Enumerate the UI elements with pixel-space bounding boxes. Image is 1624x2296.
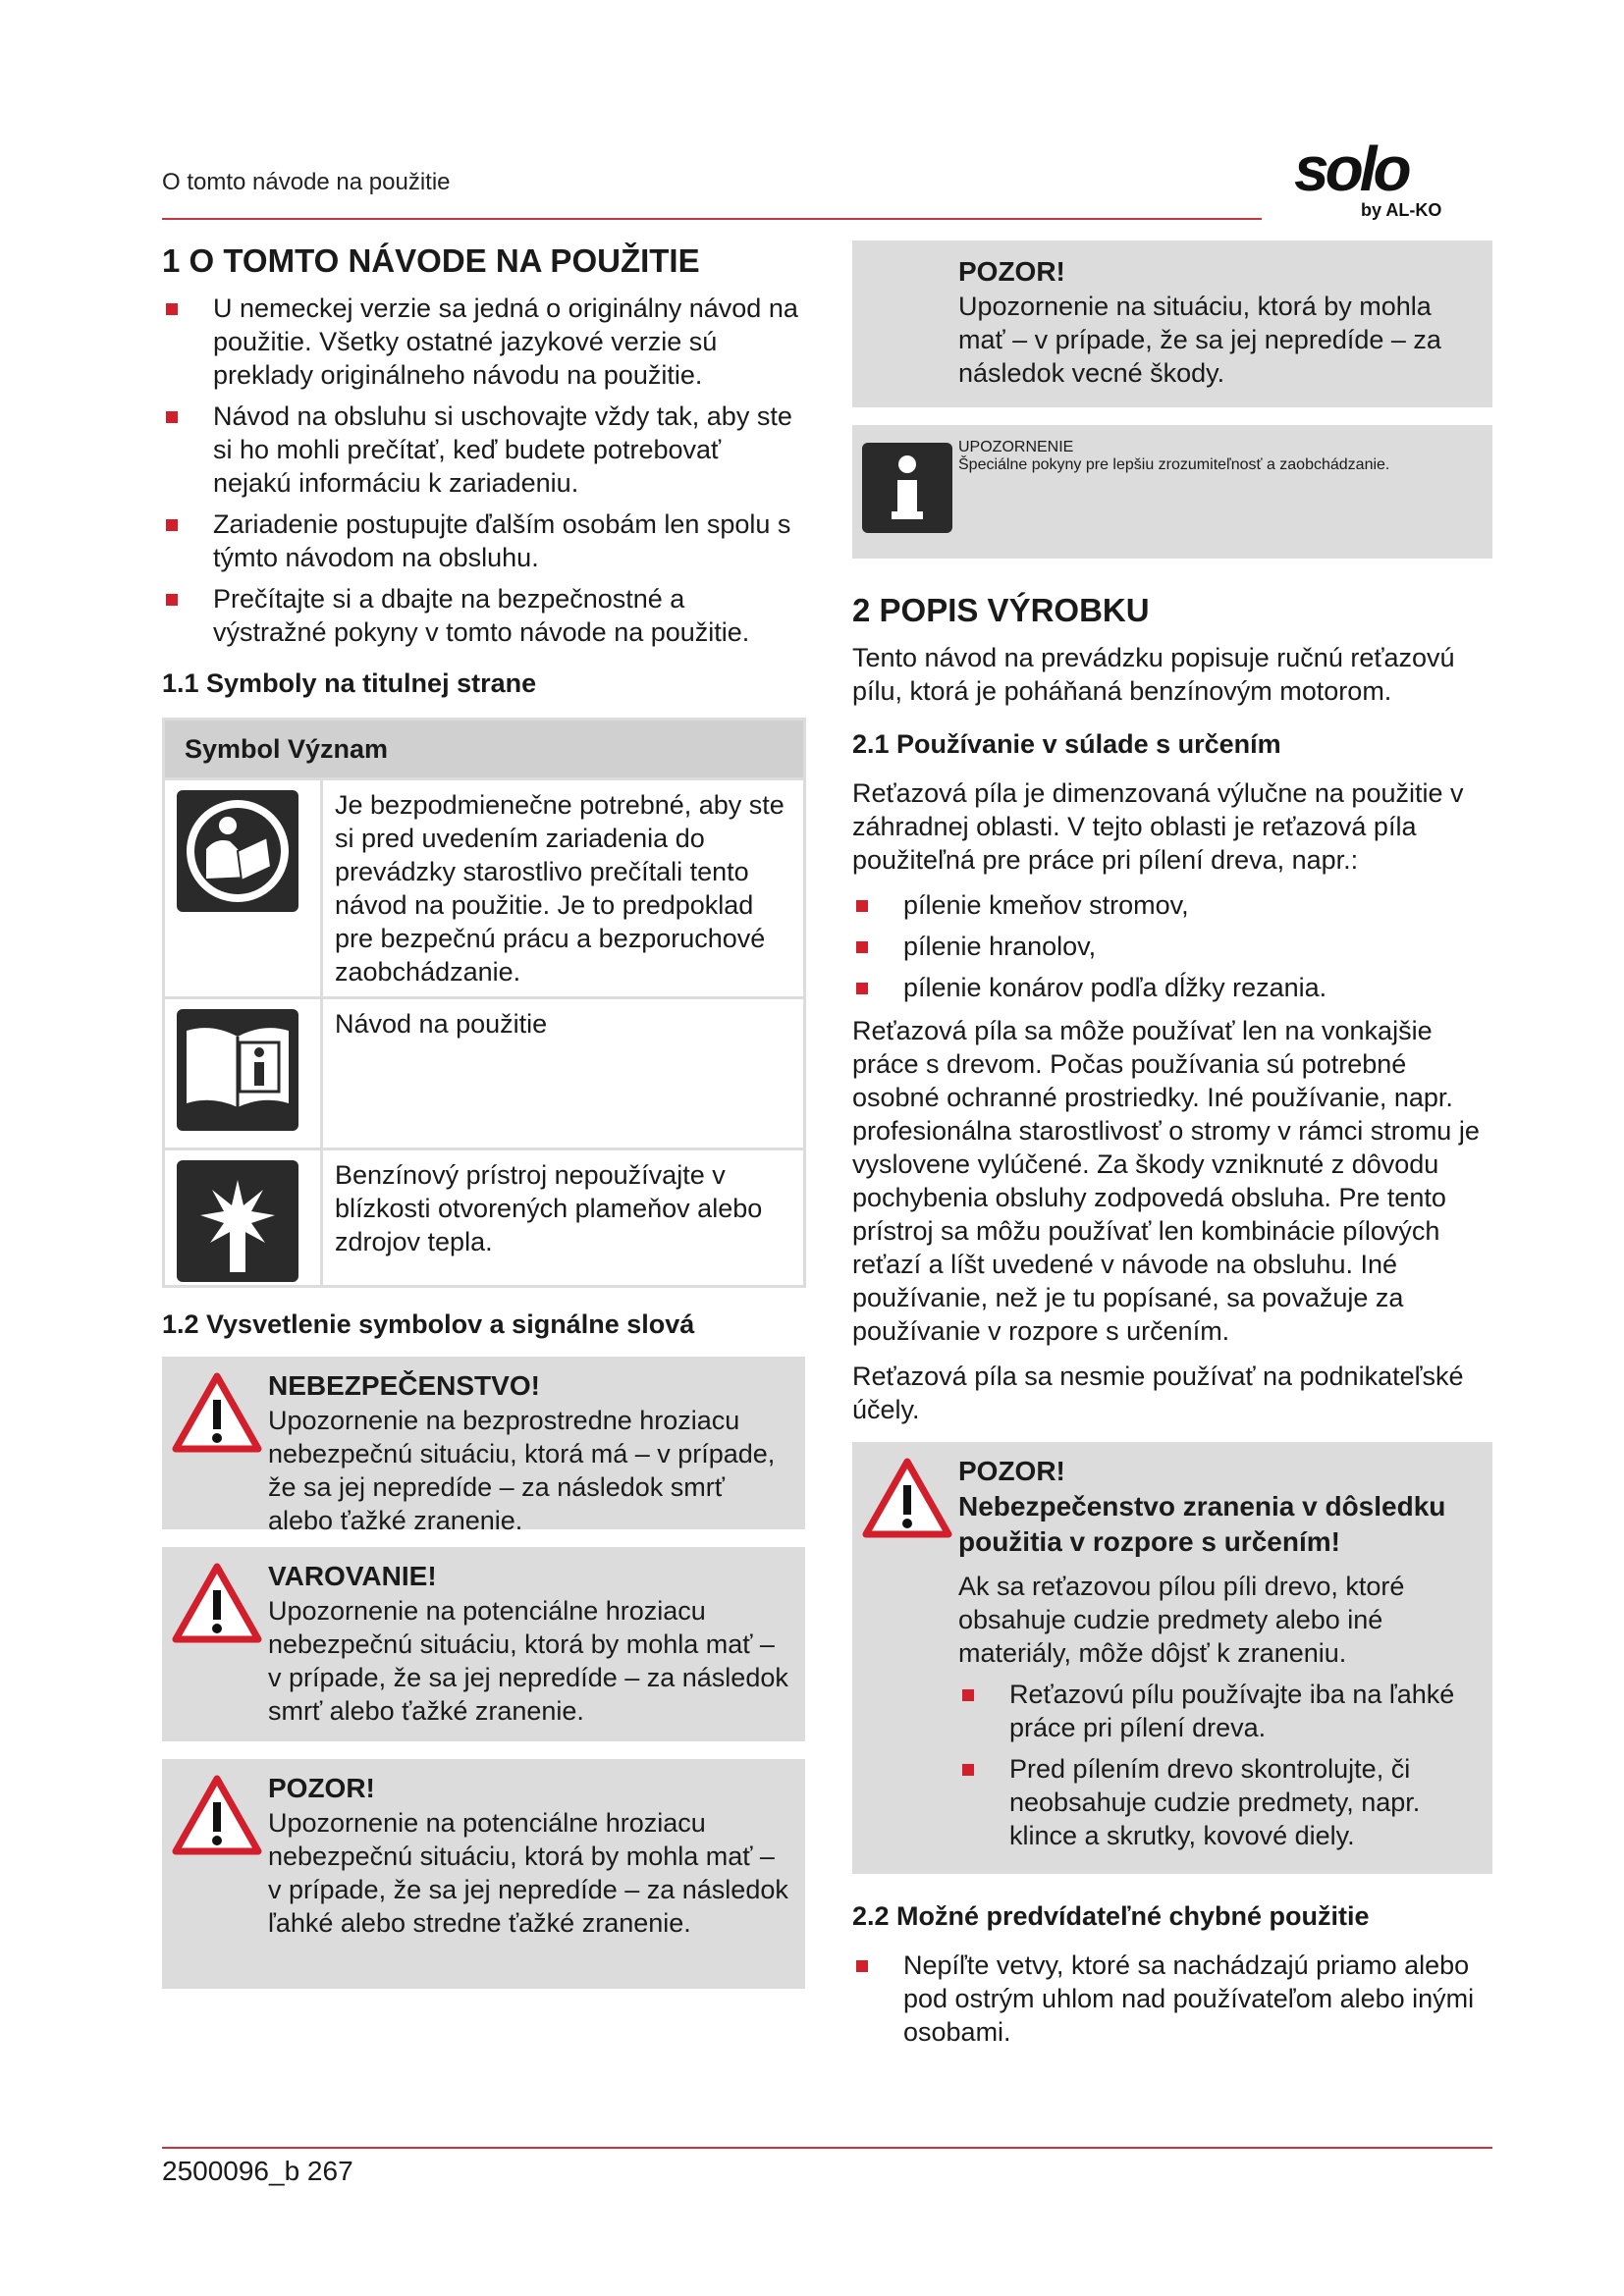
section-2-text: Tento návod na prevádzku popisuje ručnú reťazovú pílu, ktorá je poháňaná benzínovým motorom. — [852, 643, 1455, 706]
misuse-caution-box — [852, 1442, 1492, 1874]
caution-box — [162, 1759, 805, 1989]
misuse-caution-bullets — [958, 1678, 1477, 1852]
danger-box — [162, 1357, 805, 1535]
bullet-square-icon — [856, 941, 868, 953]
right-column — [852, 240, 1492, 2066]
brand-logo — [1294, 133, 1459, 226]
bullet-square-icon — [856, 900, 868, 912]
bullet-square-icon — [856, 983, 868, 994]
symbol-description: Je bezpodmienečne potrebné, aby ste si pred uvedením zariadenia do prevádzky starostlivo prečítali tento návod na použitie. Je to predpoklad pre bezpečnú prácu a bezporuchové zaobchádzanie. — [322, 779, 805, 998]
notice-title: UPOZORNENIE — [958, 439, 1074, 455]
section-2-title: 2 POPIS VÝROBKU — [852, 592, 1150, 628]
symbol-description: Návod na použitie — [322, 998, 805, 1149]
bullet-square-icon — [166, 411, 178, 423]
section-1-bullets — [162, 292, 805, 649]
list-item: Zariadenie postupujte ďalším osobám len spolu s týmto návodom na obsluhu. — [162, 507, 805, 574]
warning-triangle-icon — [172, 1372, 262, 1453]
warning-title: VAROVANIE! — [268, 1561, 437, 1591]
warning-triangle-icon — [172, 1563, 262, 1643]
property-damage-title: POZOR! — [958, 256, 1065, 287]
bullet-square-icon — [856, 1960, 868, 1972]
danger-title: NEBEZPEČENSTVO! — [268, 1370, 540, 1401]
section-2-1-bullets — [852, 888, 1492, 1004]
notice-text: Špeciálne pokyny pre lepšiu zrozumiteľnosť a zaobchádzanie. — [958, 456, 1390, 473]
footer-code: 2500096_b 267 — [162, 2156, 353, 2186]
section-2-1-intro: Reťazová píla je dimenzovaná výlučne na použitie v záhradnej oblasti. V tejto oblasti je reťazová píla použiteľná pre práce pri pílení dreva, napr.: — [852, 778, 1464, 875]
page-header-title: O tomto návode na použitie — [162, 169, 451, 195]
list-item: Návod na obsluhu si uschovajte vždy tak, aby ste si ho mohli prečítať, keď budete potrebovať nejakú informáciu k zariadeniu. — [162, 400, 805, 500]
bullet-square-icon — [166, 519, 178, 531]
info-icon — [862, 443, 952, 533]
section-2-1-para2: Reťazová píla sa nesmie používať na podnikateľské účely. — [852, 1362, 1464, 1424]
table-row — [164, 1149, 805, 1287]
list-item: Reťazovú pílu používajte iba na ľahké práce pri pílení dreva. — [958, 1678, 1477, 1744]
list-item: U nemeckej verzie sa jedná o originálny návod na použitie. Všetky ostatné jazykové verzie sú preklady originálneho návodu na použitie. — [162, 292, 805, 392]
caution-text: Upozornenie na potenciálne hroziacu nebezpečnú situáciu, ktorá by mohla mať – v prípade, že sa jej nepredíde – za následok ľahké alebo stredne ťažké zranenie. — [268, 1808, 788, 1938]
warning-triangle-icon — [862, 1458, 952, 1538]
bullet-square-icon — [962, 1689, 974, 1701]
no-flames-icon — [177, 1160, 298, 1282]
logo-brand: solo — [1294, 133, 1408, 204]
left-column — [162, 240, 805, 2006]
danger-text: Upozornenie na bezprostredne hroziacu nebezpečnú situáciu, ktorá má – v prípade, že sa jej nepredíde – za následok smrť alebo ťažké zranenie. — [268, 1406, 776, 1535]
list-item: pílenie konárov podľa dĺžky rezania. — [852, 971, 1492, 1004]
symbol-description: Benzínový prístroj nepoužívajte v blízkosti otvorených plameňov alebo zdrojov tepla. — [322, 1149, 805, 1287]
notice-box — [852, 425, 1492, 559]
section-2-1-title: 2.1 Používanie v súlade s určením — [852, 729, 1281, 759]
property-damage-text: Upozornenie na situáciu, ktorá by mohla mať – v prípade, že sa jej nepredíde – za následok vecné škody. — [958, 292, 1441, 388]
read-manual-icon — [177, 790, 298, 912]
symbols-table-header: Symbol Význam — [164, 720, 805, 779]
header-divider — [162, 218, 1262, 220]
list-item: Nepíľte vetvy, ktoré sa nachádzajú priamo alebo pod ostrým uhlom nad používateľom alebo inými osobami. — [852, 1949, 1492, 2049]
misuse-caution-subtitle: Nebezpečenstvo zranenia v dôsledku použitia v rozpore s určením! — [958, 1491, 1446, 1557]
bullet-square-icon — [166, 594, 178, 606]
section-2-1-para1: Reťazová píla sa môže používať len na vonkajšie práce s drevom. Počas používania sú potrebné osobné ochranné prostriedky. Iné používanie, napr. profesionálna starostlivosť o stromy v rámci stromu je vyslovene vylúčené. Za škody vzniknuté z dôvodu pochybenia obsluhy zodpovedá obsluha. Pre tento prístroj sa môžu používať len kombinácie pílových reťazí a líšt uvedené v návode na obsluhu. Iné používanie, než je tu popísané, sa považuje za používanie v rozpore s určením. — [852, 1016, 1480, 1346]
list-item: pílenie hranolov, — [852, 930, 1492, 963]
bullet-square-icon — [166, 303, 178, 315]
section-1-2-title: 1.2 Vysvetlenie symbolov a signálne slová — [162, 1309, 695, 1339]
logo-sub: by AL-KO — [1361, 200, 1442, 220]
section-2-2-bullets — [852, 1949, 1492, 2049]
section-2-2-title: 2.2 Možné predvídateľné chybné použitie — [852, 1901, 1370, 1931]
misuse-caution-text: Ak sa reťazovou pílou píli drevo, ktoré obsahuje cudzie predmety alebo iné materiály, môže dôjsť k zraneniu. — [958, 1572, 1405, 1668]
warning-box — [162, 1547, 805, 1741]
table-row — [164, 998, 805, 1149]
table-row — [164, 779, 805, 998]
list-item: Pred pílením drevo skontrolujte, či neobsahuje cudzie predmety, napr. klince a skrutky, kovové diely. — [958, 1752, 1477, 1852]
list-item: Prečítajte si a dbajte na bezpečnostné a výstražné pokyny v tomto návode na použitie. — [162, 582, 805, 649]
warning-text: Upozornenie na potenciálne hroziacu nebezpečnú situáciu, ktorá by mohla mať – v prípade, že sa jej nepredíde – za následok smrť alebo ťažké zranenie. — [268, 1596, 788, 1726]
property-damage-box — [852, 240, 1492, 407]
misuse-caution-title: POZOR! — [958, 1456, 1065, 1486]
section-1-title: 1 O TOMTO NÁVODE NA POUŽITIE — [162, 242, 700, 279]
bullet-square-icon — [962, 1764, 974, 1776]
caution-title: POZOR! — [268, 1773, 375, 1803]
section-1-1-title: 1.1 Symboly na titulnej strane — [162, 668, 537, 698]
symbols-table — [162, 718, 806, 1288]
list-item: pílenie kmeňov stromov, — [852, 888, 1492, 922]
manual-info-icon — [177, 1009, 298, 1131]
warning-triangle-icon — [172, 1775, 262, 1855]
footer-divider — [162, 2147, 1492, 2149]
